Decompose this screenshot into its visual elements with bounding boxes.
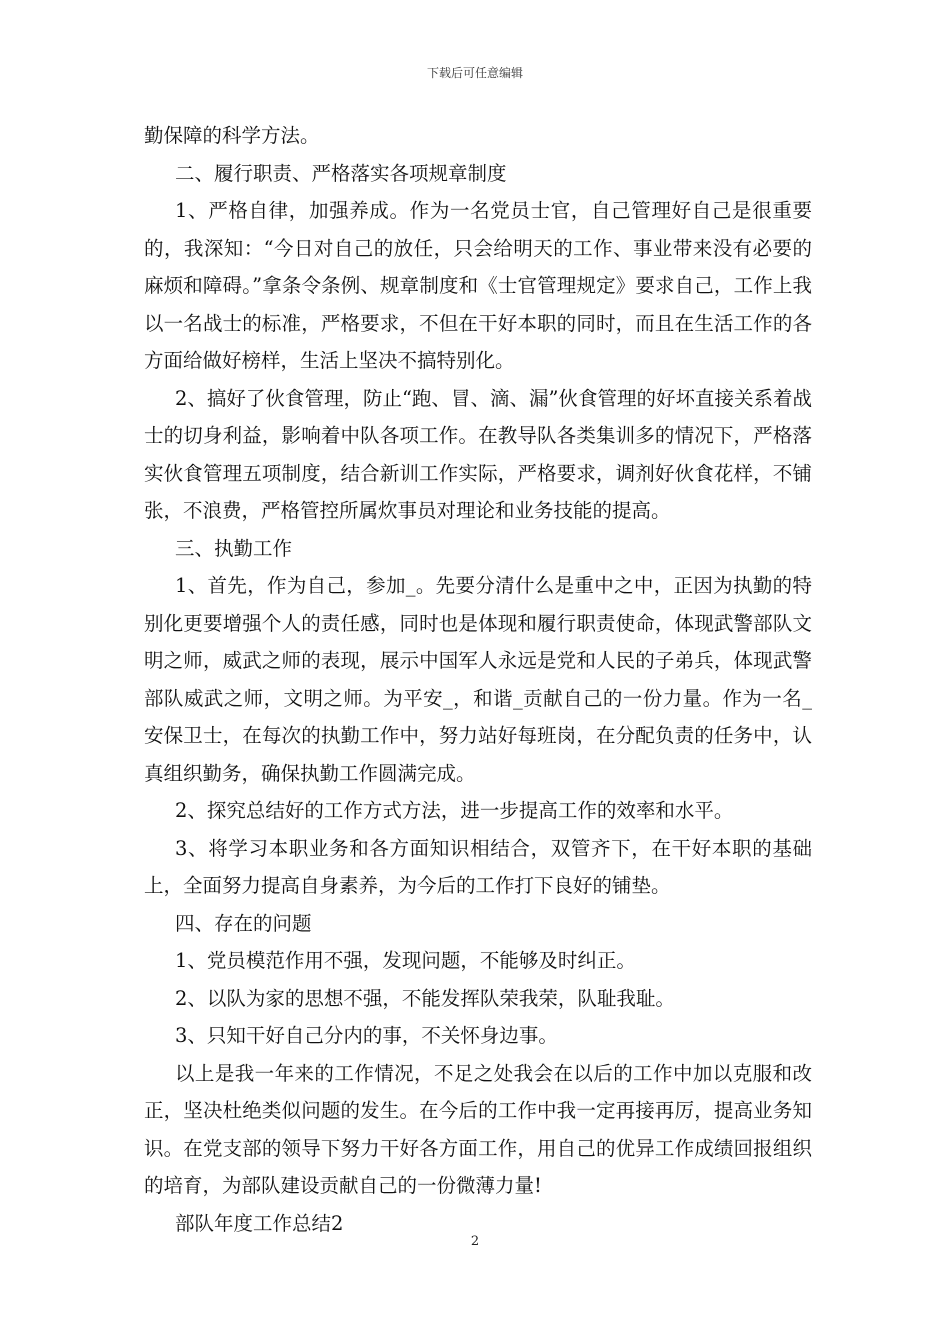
header-text: 下载后可任意编辑 <box>426 66 523 80</box>
paragraph-duty-3: 3、将学习本职业务和各方面知识相结合，双管齐下，在干好本职的基础上，全面努力提高自身素养，为今后的工作打下良好的铺垫。 <box>144 836 812 897</box>
page-header <box>0 64 950 82</box>
paragraph-food-management: 2、搞好了伙食管理，防止“跑、冒、滴、漏”伙食管理的好坏直接关系着战士的切身利益，影响着中队各项工作。在教导队各类集训多的情况下，严格落实伙食管理五项制度，结合新训工作实际，严格要求，调剂好伙食花样，不铺张，不浪费，严格管控所属炊事员对理论和业务技能的提高。 <box>144 386 812 522</box>
paragraph-continuation: 勤保障的科学方法。 <box>144 124 320 147</box>
paragraph-conclusion: 以上是我一年来的工作情况，不足之处我会在以后的工作中加以克服和改正，坚决杜绝类似问题的发生。在今后的工作中我一定再接再厉，提高业务知识。在党支部的领导下努力干好各方面工作，用自己的优异工作成绩回报组织的培育，为部队建设贡献自己的一份微薄力量! <box>144 1061 812 1197</box>
page-footer <box>0 1233 950 1251</box>
section-heading-3: 三、执勤工作 <box>175 536 293 560</box>
section-heading-4: 四、存在的问题 <box>175 911 312 935</box>
paragraph-self-discipline: 1、严格自律，加强养成。作为一名党员士官，自己管理好自己是很重要的，我深知：“今日对自己的放任，只会给明天的工作、事业带来没有必要的麻烦和障碍。”拿条令条例、规章制度和《士官管理规定》要求自己，工作上我以一名战士的标准，严格要求，不但在干好本职的同时，而且在生活工作的各方面给做好榜样，生活上坚决不搞特别化。 <box>144 199 812 372</box>
document-body <box>144 117 812 1242</box>
paragraph-duty-2: 2、探究总结好的工作方式方法，进一步提高工作的效率和水平。 <box>175 799 734 822</box>
paragraph-problem-3: 3、只知干好自己分内的事，不关怀身边事。 <box>175 1024 558 1047</box>
paragraph-problem-2: 2、以队为家的思想不强，不能发挥队荣我荣，队耻我耻。 <box>175 986 675 1010</box>
paragraph-problem-1: 1、党员模范作用不强，发现问题，不能够及时纠正。 <box>175 949 636 972</box>
paragraph-duty-1: 1、首先，作为自己，参加_。先要分清什么是重中之中，正因为执勤的特别化更要增强个人的责任感，同时也是体现和履行职责使命，体现武警部队文明之师，威武之师的表现，展示中国军人永远是党和人民的子弟兵，体现武警部队威武之师，文明之师。为平安_，和谐_贡献自己的一份力量。作为一名_安保卫士，在每次的执勤工作中，努力站好每班岗，在分配负责的任务中，认真组织勤务，确保执勤工作圆满完成。 <box>144 574 812 785</box>
page-number: 2 <box>470 1234 480 1249</box>
section-heading-2: 二、履行职责、严格落实各项规章制度 <box>175 161 507 185</box>
next-article-title: 部队年度工作总结2 <box>175 1211 344 1235</box>
